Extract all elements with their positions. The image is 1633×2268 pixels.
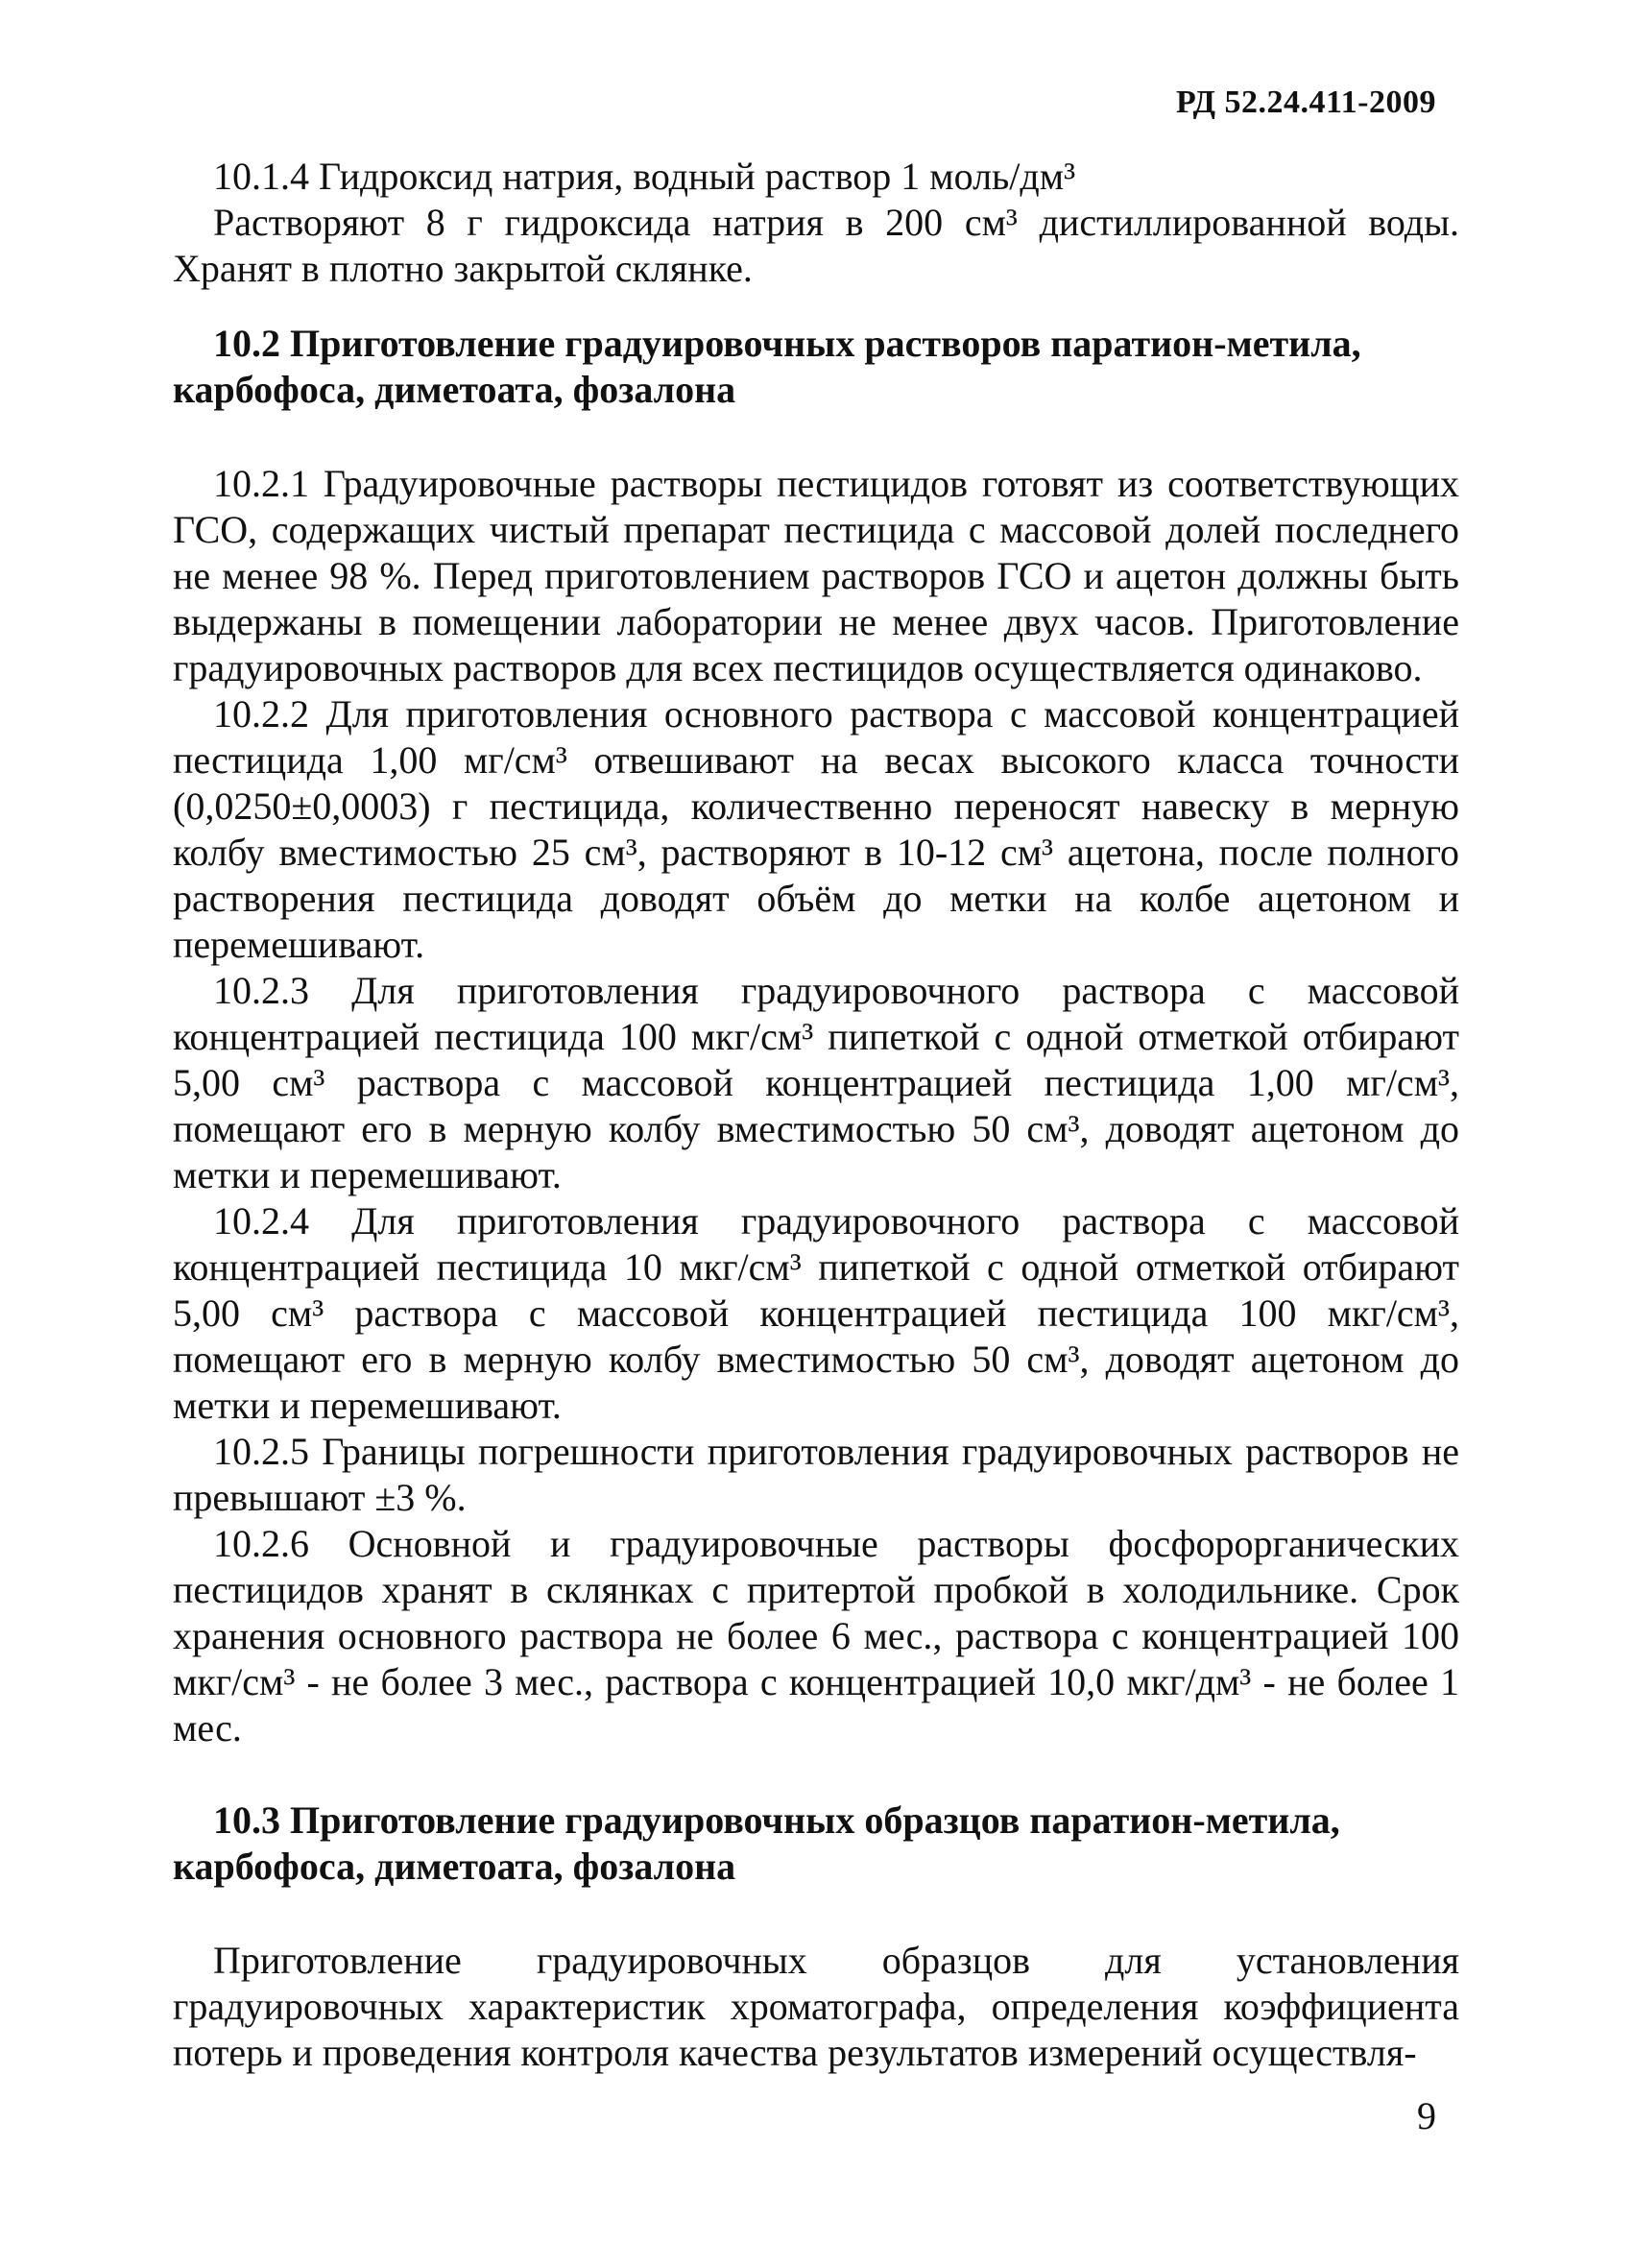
document-code: РД 52.24.411-2009 [1176,84,1436,120]
paragraph-10-2-2: 10.2.2 Для приготовления основного раствора с массовой концентрацией пестицида 1,00 мг/см³ отвешивают на весах высокого класса точности (0,0250±0,0003) г пестицида, количественно переносят навеску в мерную колбу вместимостью 25 см³, растворяют в 10-12 см³ ацетона, после полного растворения пестицида доводят объём до метки на колбе ацетоном и перемешивают. [173,692,1459,966]
section-10-3-heading: 10.3 Приготовление градуировочных образцов паратион-метила, карбофоса, диметоата, фозалона [173,1798,1340,1888]
paragraph-10-2-4: 10.2.4 Для приготовления градуировочного раствора с массовой концентрацией пестицида 10 мкг/см³ пипеткой с одной отметкой отбирают 5,00 см³ раствора с массовой концентрацией пестицида 100 мкг/см³, помещают его в мерную колбу вместимостью 50 см³, доводят ацетоном до метки и перемешивают. [173,1199,1459,1427]
paragraph-10-2-5: 10.2.5 Границы погрешности приготовления градуировочных растворов не превышают ±3 %. [173,1430,1459,1519]
section-10-1-4-body: Растворяют 8 г гидроксида натрия в 200 см³ дистиллированной воды. Хранят в плотно закрытой склянке. [173,201,1459,290]
paragraph-10-2-3: 10.2.3 Для приготовления градуировочного раствора с массовой концентрацией пестицида 100 мкг/см³ пипеткой с одной отметкой отбирают 5,00 см³ раствора с массовой концентрацией пестицида 1,00 мг/см³, помещают его в мерную колбу вместимостью 50 см³, доводят ацетоном до метки и перемешивают. [173,969,1459,1196]
page-content [173,154,1459,2076]
section-10-1-4-title: 10.1.4 Гидроксид натрия, водный раствор 1 моль/дм³ [213,155,1076,198]
paragraph-10-2-6: 10.2.6 Основной и градуировочные растворы фосфорорганических пестицидов хранят в склянках с притертой пробкой в холодильнике. Срок хранения основного раствора не более 6 мес., раствора с концентрацией 100 мкг/см³ - не более 3 мес., раствора с концентрацией 10,0 мкг/дм³ - не более 1 мес. [173,1522,1459,1749]
page-number: 9 [1417,2094,1436,2137]
paragraph-10-3: Приготовление градуировочных образцов для установления градуировочных характеристик хроматографа, определения коэффициента потерь и проведения контроля качества результатов измерений осуществля- [173,1939,1459,2074]
paragraph-10-2-1: 10.2.1 Градуировочные растворы пестицидов готовят из соответствующих ГСО, содержащих чистый препарат пестицида с массовой долей последнего не менее 98 %. Перед приготовлением растворов ГСО и ацетон должны быть выдержаны в помещении лаборатории не менее двух часов. Приготовление градуировочных растворов для всех пестицидов осуществляется одинаково. [173,462,1459,689]
section-10-2-heading: 10.2 Приготовление градуировочных растворов паратион-метила, карбофоса, диметоата, фозалона [173,322,1361,411]
